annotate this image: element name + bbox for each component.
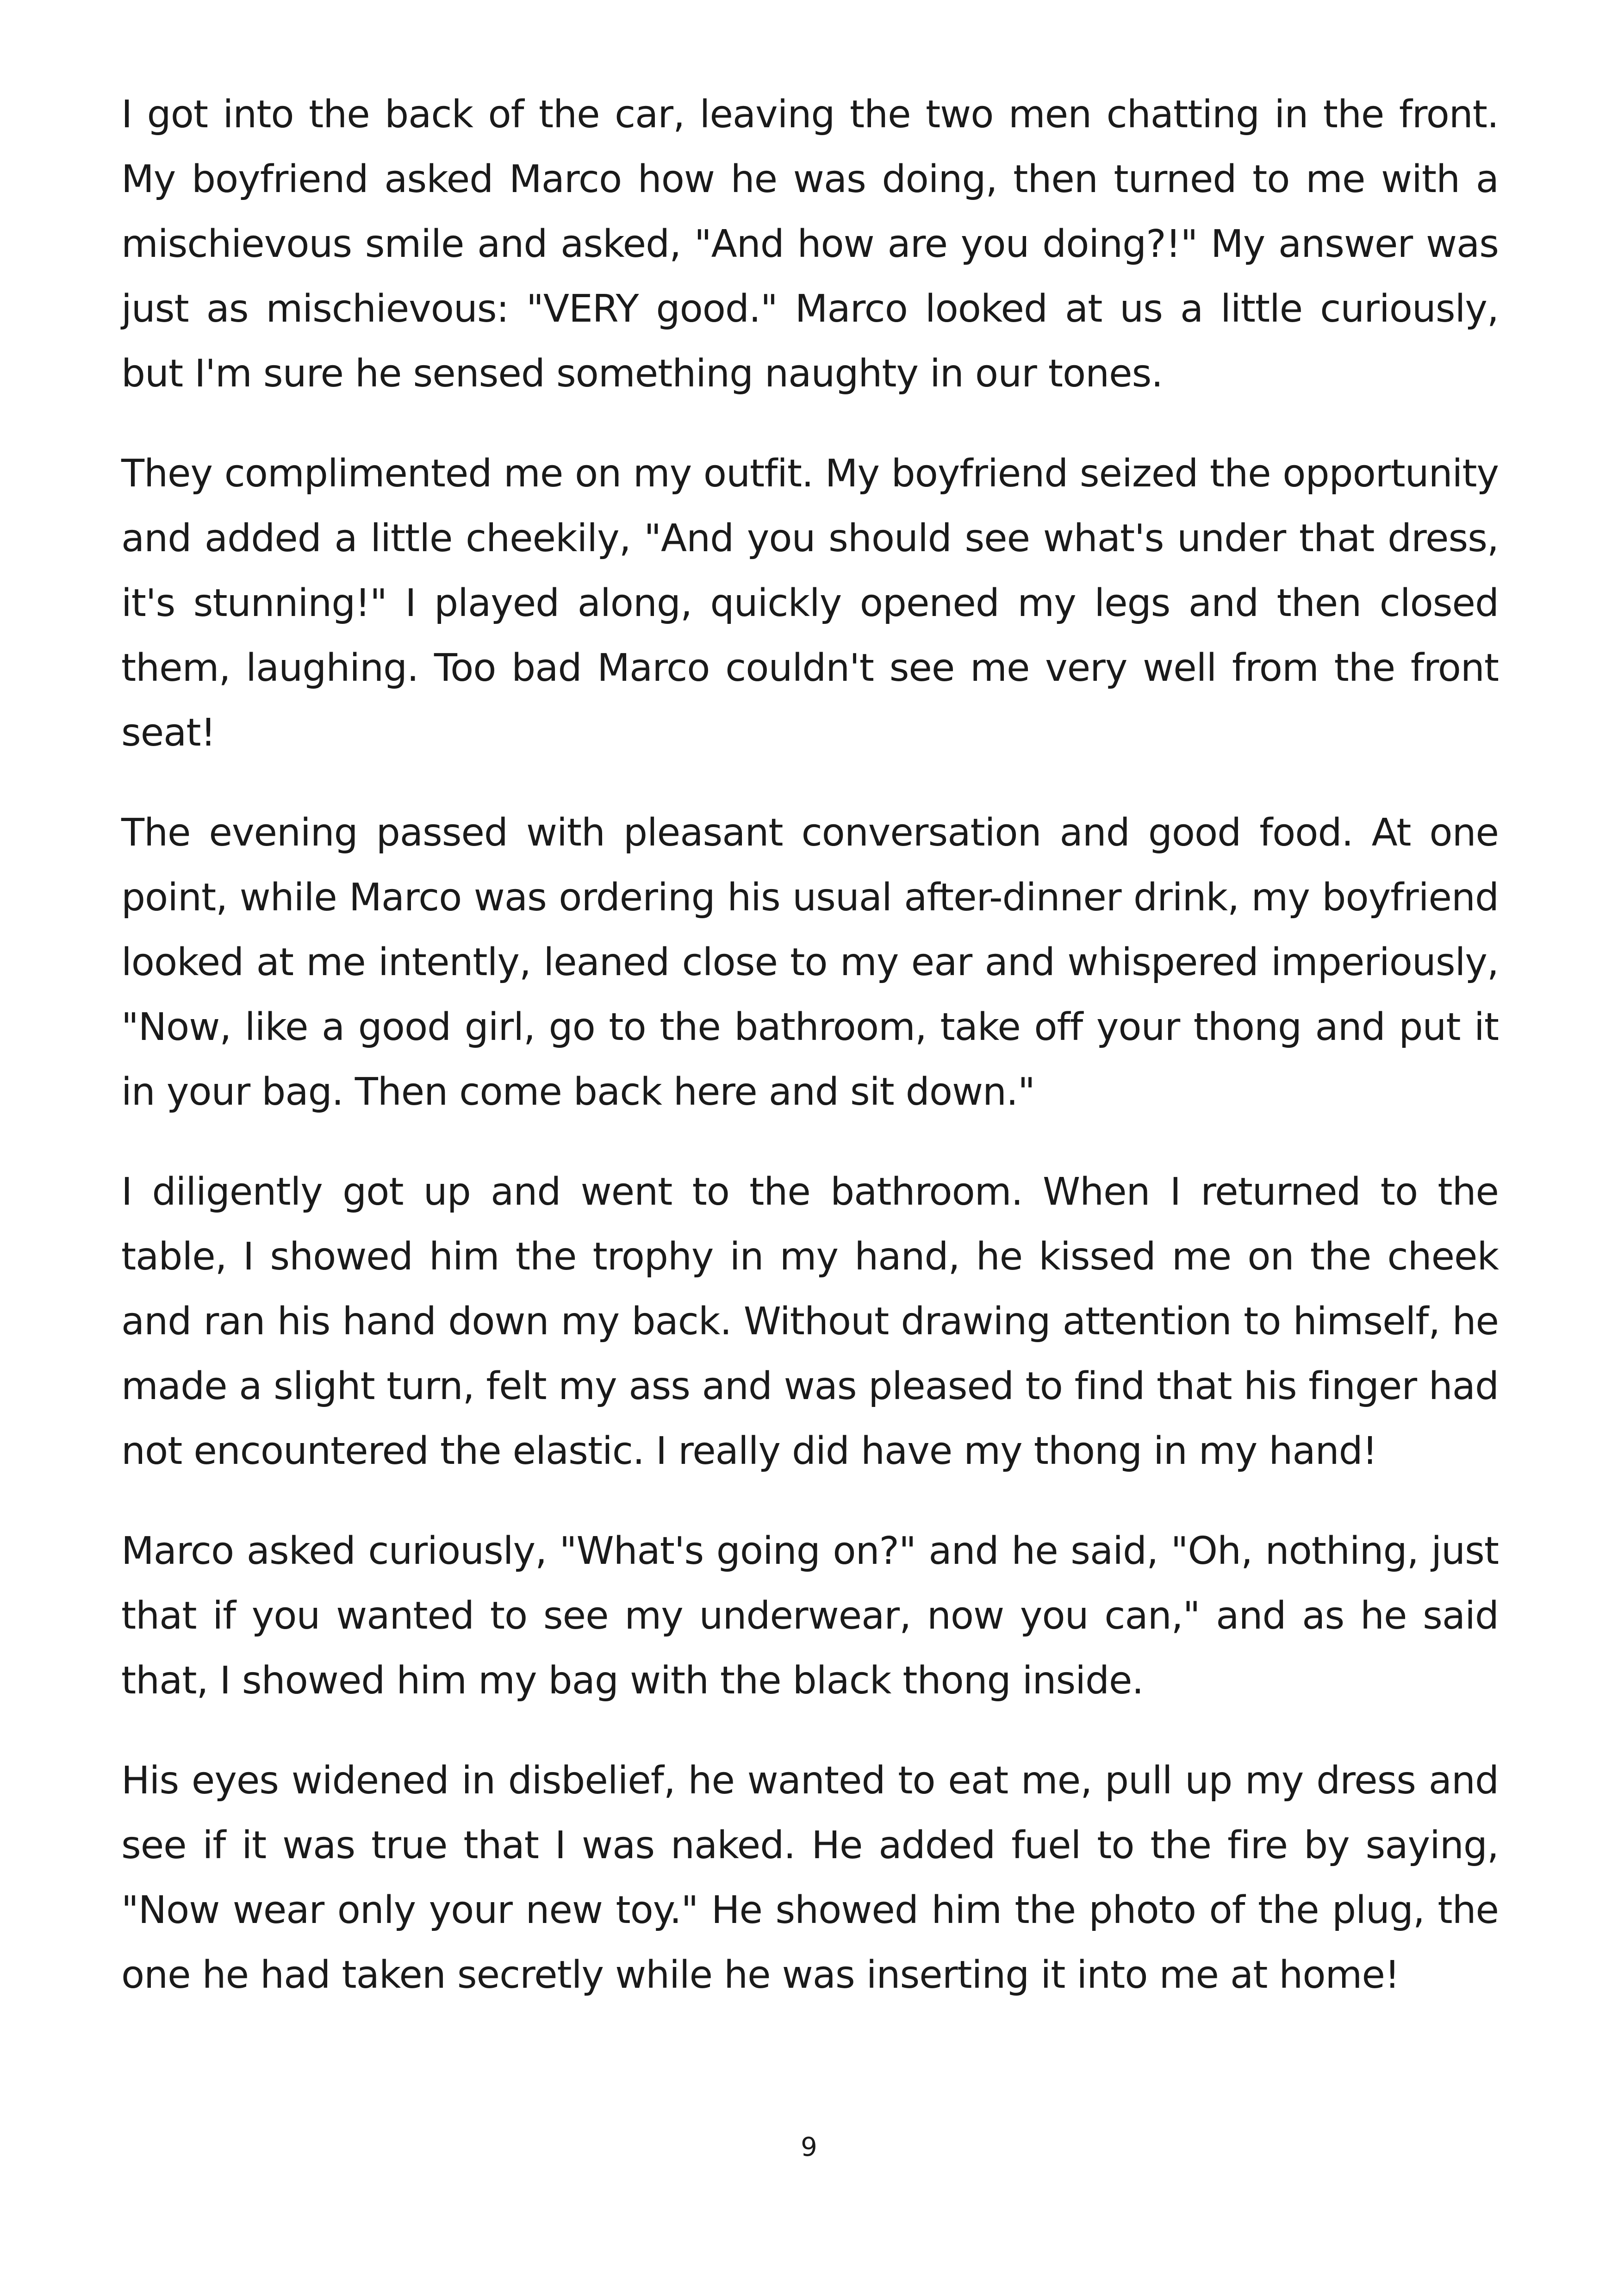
page-number: 9 bbox=[801, 2132, 817, 2162]
paragraph-3: The evening passed with pleasant conversation and good food. At one point, while Marco was ordering his usual after-dinner drink, my boyfriend looked at me intently, leaned close to my ear and whispered imperiously, "Now, like a good girl, go to the bathroom, take off your thong and put it in your bag. Then come back here and sit down." bbox=[121, 811, 1499, 1114]
paragraph-4: I diligently got up and went to the bathroom. When I returned to the table, I showed him the trophy in my hand, he kissed me on the cheek and ran his hand down my back. Without drawing attention to himself, he made a slight turn, felt my ass and was pleased to find that his finger had not encountered the elastic. I really did have my thong in my hand! bbox=[121, 1170, 1499, 1473]
paragraph-5: Marco asked curiously, "What's going on?" and he said, "Oh, nothing, just that if you wanted to see my underwear, now you can," and as he said that, I showed him my bag with the black thong inside. bbox=[121, 1529, 1499, 1703]
paragraph-1: I got into the back of the car, leaving the two men chatting in the front. My boyfriend asked Marco how he was doing, then turned to me with a mischievous smile and asked, "And how are you doing?!" My answer was just as mischievous: "VERY good." Marco looked at us a little curiously, but I'm sure he sensed something naughty in our tones. bbox=[121, 93, 1499, 396]
paragraph-6: His eyes widened in disbelief, he wanted to eat me, pull up my dress and see if it was true that I was naked. He added fuel to the fire by saying, "Now wear only your new toy." He showed him the photo of the plug, the one he had taken secretly while he was inserting it into me at home! bbox=[121, 1759, 1499, 1997]
paragraph-2: They complimented me on my outfit. My boyfriend seized the opportunity and added a little cheekily, "And you should see what's under that dress, it's stunning!" I played along, quickly opened my legs and then closed them, laughing. Too bad Marco couldn't see me very well from the front seat! bbox=[121, 452, 1499, 755]
body-text bbox=[121, 82, 1499, 2043]
